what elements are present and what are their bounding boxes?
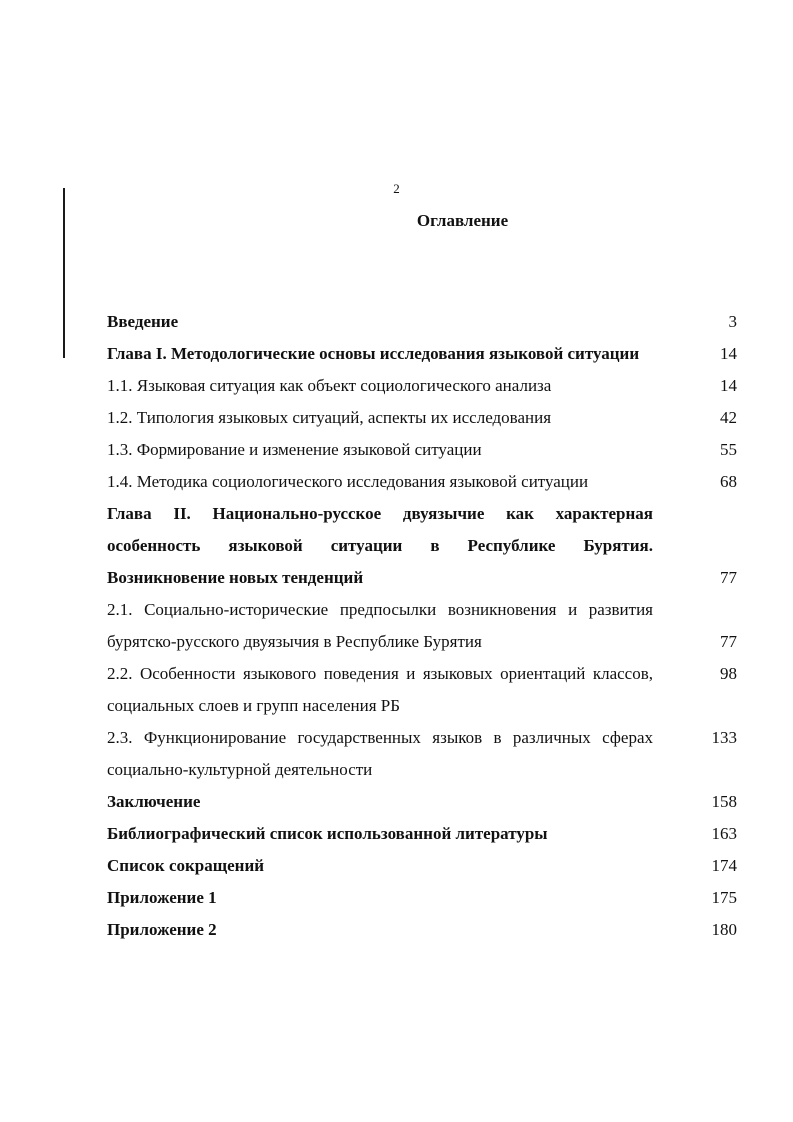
toc-entry-page: 98 — [720, 664, 737, 683]
toc-entry-section-1-2[interactable] — [107, 402, 737, 434]
toc-entry-page: 158 — [711, 792, 737, 811]
toc-entry-text: 2.1. Социально-исторические предпосылки возникновения и развития бурятско-русского двуязычия в Республике Бурятия — [107, 600, 653, 651]
toc-entry-text: 1.1. Языковая ситуация как объект социологического анализа — [107, 376, 552, 395]
toc-entry-bibliography[interactable] — [107, 818, 737, 850]
toc-entry-appendix-1[interactable] — [107, 882, 737, 914]
toc-entry-section-1-3[interactable] — [107, 434, 737, 466]
toc-entry-text: Глава I. Методологические основы исследования языковой ситуации — [107, 344, 640, 363]
toc-entry-page: 133 — [711, 728, 737, 747]
toc-entry-page: 163 — [711, 824, 737, 843]
toc-entry-section-1-4[interactable] — [107, 466, 737, 498]
toc-entry-section-2-3[interactable] — [107, 722, 737, 786]
toc-entry-text: Библиографический список использованной литературы — [107, 824, 548, 843]
toc-entry-text: 2.2. Особенности языкового поведения и языковых ориентаций классов, социальных слоев и групп населения РБ — [107, 664, 653, 715]
toc-entry-appendix-2[interactable] — [107, 914, 737, 946]
table-of-contents — [107, 306, 737, 946]
toc-entry-text: 1.3. Формирование и изменение языковой ситуации — [107, 440, 482, 459]
toc-entry-page: 55 — [720, 440, 737, 459]
toc-entry-page: 3 — [728, 312, 737, 331]
toc-entry-text: 2.3. Функционирование государственных языков в различных сферах социально-культурной деятельности — [107, 728, 653, 779]
toc-entry-conclusion[interactable] — [107, 786, 737, 818]
toc-entry-page: 77 — [720, 632, 737, 651]
toc-entry-text: Глава II. Национально-русское двуязычие как характерная особенность языковой ситуации в Республике Бурятия. Возникновение новых тенденций — [107, 504, 653, 587]
toc-entry-text: Заключение — [107, 792, 201, 811]
toc-entry-introduction[interactable] — [107, 306, 737, 338]
toc-entry-page: 174 — [711, 856, 737, 875]
toc-entry-abbreviations[interactable] — [107, 850, 737, 882]
toc-entry-page: 14 — [720, 344, 737, 363]
toc-entry-section-2-1[interactable] — [107, 594, 737, 658]
toc-title: Оглавление — [416, 211, 509, 230]
toc-entry-page: 42 — [720, 408, 737, 427]
toc-entry-text: Список сокращений — [107, 856, 265, 875]
toc-entry-section-1-1[interactable] — [107, 370, 737, 402]
toc-entry-text: Приложение 1 — [107, 888, 217, 907]
toc-entry-chapter-1[interactable] — [107, 338, 737, 370]
toc-entry-text: 1.4. Методика социологического исследования языковой ситуации — [107, 472, 589, 491]
toc-entry-section-2-2[interactable] — [107, 658, 737, 722]
toc-entry-page: 77 — [720, 568, 737, 587]
toc-entry-text: Приложение 2 — [107, 920, 217, 939]
page-number: 2 — [393, 181, 400, 196]
toc-entry-page: 175 — [711, 888, 737, 907]
toc-entry-page: 68 — [720, 472, 737, 491]
toc-entry-text: Введение — [107, 312, 179, 331]
toc-entry-page: 180 — [711, 920, 737, 939]
toc-entry-text: 1.2. Типология языковых ситуаций, аспекты их исследования — [107, 408, 552, 427]
toc-entry-page: 14 — [720, 376, 737, 395]
toc-entry-chapter-2[interactable] — [107, 498, 737, 594]
